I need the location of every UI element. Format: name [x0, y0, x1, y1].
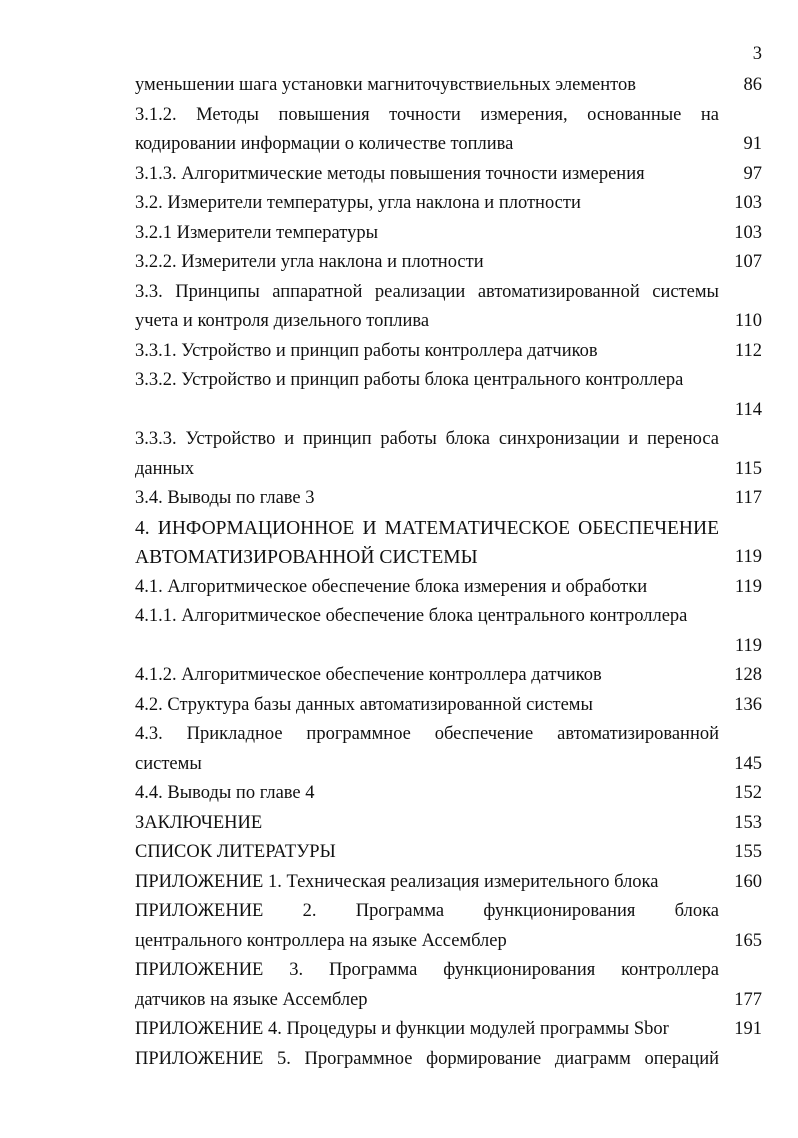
toc-entry	[135, 160, 762, 190]
toc-page: 119	[734, 547, 762, 567]
toc-entry	[135, 838, 762, 868]
toc-line: 3.2.1 Измерители температуры	[135, 222, 379, 243]
toc-page: 91	[743, 134, 762, 154]
toc-entry	[135, 219, 762, 249]
toc-page: 103	[734, 193, 762, 213]
toc-page: 165	[734, 930, 762, 951]
toc-entry	[135, 101, 762, 160]
toc-page: 145	[734, 753, 762, 774]
toc-page: 110	[734, 311, 762, 331]
toc-line: 4.1.2. Алгоритмическое обеспечение контроллера датчиков	[135, 665, 602, 685]
table-of-contents	[135, 71, 762, 1074]
toc-entry	[135, 956, 762, 1015]
toc-line: СПИСОК ЛИТЕРАТУРЫ	[135, 842, 336, 862]
page-number: 3	[752, 44, 762, 64]
toc-line: центрального контроллера на языке Ассемблер	[135, 930, 507, 951]
toc-line: АВТОМАТИЗИРОВАННОЙ СИСТЕМЫ	[135, 547, 478, 568]
toc-page: 119	[734, 635, 762, 656]
toc-entry	[135, 337, 762, 367]
toc-entry	[135, 71, 762, 101]
toc-line: датчиков на языке Ассемблер	[135, 989, 368, 1010]
toc-line: данных	[135, 458, 195, 479]
toc-entry	[135, 720, 762, 779]
toc-line: 4.2. Структура базы данных автоматизированной системы	[135, 694, 593, 715]
toc-entry	[135, 514, 762, 573]
toc-line: 3.2.2. Измерители угла наклона и плотности	[135, 252, 484, 272]
toc-line: ПРИЛОЖЕНИЕ 4. Процедуры и функции модулей программы Sbor	[135, 1019, 669, 1039]
toc-line: ПРИЛОЖЕНИЕ 1. Техническая реализация измерительного блока	[135, 871, 659, 892]
toc-entry	[135, 189, 762, 219]
toc-line: ПРИЛОЖЕНИЕ 5. Программное формирование диаграмм операций	[135, 1048, 719, 1069]
toc-line: кодировании информации о количестве топлива	[135, 134, 514, 154]
toc-line: 3.1.2. Методы повышения точности измерения, основанные на	[135, 104, 719, 125]
toc-entry	[135, 809, 762, 839]
toc-line: 3.3. Принципы аппаратной реализации автоматизированной системы	[135, 281, 719, 302]
toc-entry	[135, 691, 762, 721]
toc-page: 114	[734, 399, 762, 420]
toc-page: 117	[734, 488, 762, 508]
toc-page: 191	[734, 1019, 762, 1039]
toc-line: 3.3.1. Устройство и принцип работы контроллера датчиков	[135, 340, 598, 361]
toc-entry	[135, 573, 762, 603]
toc-entry	[135, 661, 762, 691]
toc-line: учета и контроля дизельного топлива	[135, 311, 430, 331]
toc-page: 152	[734, 783, 762, 803]
toc-page: 107	[734, 252, 762, 272]
toc-page: 103	[734, 222, 762, 243]
toc-line: 3.3.3. Устройство и принцип работы блока синхронизации и переноса	[135, 429, 719, 449]
toc-line: 4. ИНФОРМАЦИОННОЕ И МАТЕМАТИЧЕСКОЕ ОБЕСПЕЧЕНИЕ	[135, 517, 719, 539]
toc-page: 86	[743, 75, 762, 95]
toc-entry	[135, 248, 762, 278]
toc-entry	[135, 425, 762, 484]
toc-line: 3.1.3. Алгоритмические методы повышения точности измерения	[135, 163, 645, 184]
toc-entry	[135, 602, 762, 661]
toc-line: 3.4. Выводы по главе 3	[135, 488, 315, 508]
toc-line: ЗАКЛЮЧЕНИЕ	[135, 812, 263, 833]
toc-page: 115	[734, 458, 762, 479]
toc-entry	[135, 1045, 762, 1075]
toc-page: 119	[734, 576, 762, 597]
toc-page: 97	[743, 163, 762, 184]
toc-line: системы	[135, 753, 202, 774]
toc-line: 4.3. Прикладное программное обеспечение автоматизированной	[135, 724, 719, 744]
toc-entry	[135, 366, 762, 425]
toc-page: 136	[734, 694, 762, 715]
toc-page: 160	[734, 871, 762, 892]
toc-entry	[135, 484, 762, 514]
toc-line: 4.1.1. Алгоритмическое обеспечение блока центрального контроллера	[135, 606, 688, 626]
toc-entry	[135, 779, 762, 809]
toc-line: ПРИЛОЖЕНИЕ 3. Программа функционирования контроллера	[135, 960, 719, 980]
toc-entry	[135, 868, 762, 898]
toc-entry	[135, 897, 762, 956]
toc-line: уменьшении шага установки магниточувствиельных элементов	[135, 75, 636, 95]
toc-entry	[135, 1015, 762, 1045]
toc-page: 177	[734, 989, 762, 1010]
toc-line: ПРИЛОЖЕНИЕ 2. Программа функционирования блока	[135, 901, 719, 921]
toc-line: 4.4. Выводы по главе 4	[135, 783, 315, 803]
toc-page: 112	[734, 340, 762, 361]
toc-page: 128	[734, 665, 762, 685]
toc-page: 155	[734, 842, 762, 862]
toc-page: 153	[734, 812, 762, 833]
toc-line: 3.2. Измерители температуры, угла наклона и плотности	[135, 193, 581, 213]
toc-line: 4.1. Алгоритмическое обеспечение блока измерения и обработки	[135, 576, 648, 597]
toc-entry	[135, 278, 762, 337]
toc-line: 3.3.2. Устройство и принцип работы блока центрального контроллера	[135, 370, 684, 390]
